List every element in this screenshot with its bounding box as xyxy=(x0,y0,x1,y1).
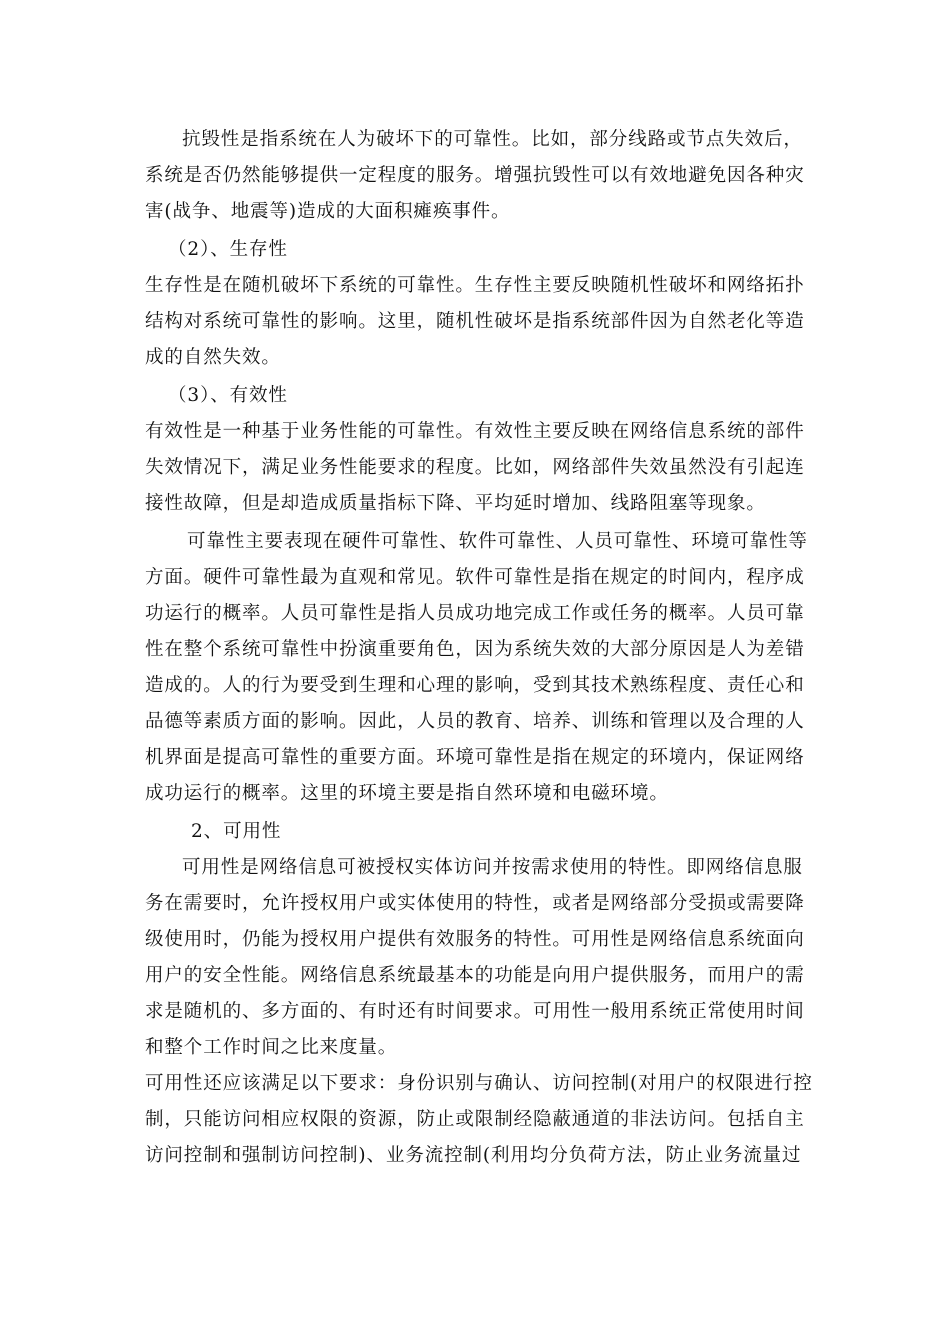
text-line: 性在整个系统可靠性中扮演重要角色，因为系统失效的大部分原因是人为差错 xyxy=(145,639,805,660)
text-line: 抗毁性是指系统在人为破坏下的可靠性。比如，部分线路或节点失效后， xyxy=(182,129,803,150)
text-line: 害(战争、地震等)造成的大面积瘫痪事件。 xyxy=(145,201,511,222)
text-line: 制，只能访问相应权限的资源，防止或限制经隐蔽通道的非法访问。包括自主 xyxy=(145,1109,805,1130)
text-line: 功运行的概率。人员可靠性是指人员成功地完成工作或任务的概率。人员可靠 xyxy=(145,603,805,624)
text-line: 生存性是在随机破坏下系统的可靠性。生存性主要反映随机性破坏和网络拓扑 xyxy=(145,275,805,296)
text-line: 品德等素质方面的影响。因此，人员的教育、培养、训练和管理以及合理的人 xyxy=(145,711,805,732)
section-heading: 2、可用性 xyxy=(191,821,282,842)
text-line: 可用性是网络信息可被授权实体访问并按需求使用的特性。即网络信息服 xyxy=(182,857,803,878)
text-line: 方面。硬件可靠性最为直观和常见。软件可靠性是指在规定的时间内，程序成 xyxy=(145,567,805,588)
text-line: 可用性还应该满足以下要求：身份识别与确认、访问控制(对用户的权限进行控 xyxy=(145,1073,813,1094)
text-line: 失效情况下，满足业务性能要求的程度。比如，网络部件失效虽然没有引起连 xyxy=(145,457,805,478)
text-line: 结构对系统可靠性的影响。这里，随机性破坏是指系统部件因为自然老化等造 xyxy=(145,311,805,332)
text-line: 求是随机的、多方面的、有时还有时间要求。可用性一般用系统正常使用时间 xyxy=(145,1001,805,1022)
text-line: 级使用时，仍能为授权用户提供有效服务的特性。可用性是网络信息系统面向 xyxy=(145,929,805,950)
text-line: 系统是否仍然能够提供一定程度的服务。增强抗毁性可以有效地避免因各种灾 xyxy=(145,165,805,186)
text-line: 机界面是提高可靠性的重要方面。环境可靠性是指在规定的环境内，保证网络 xyxy=(145,747,805,768)
section-heading: （2）、生存性 xyxy=(168,239,288,260)
text-line: 接性故障，但是却造成质量指标下降、平均延时增加、线路阻塞等现象。 xyxy=(145,493,766,514)
text-line: 可靠性主要表现在硬件可靠性、软件可靠性、人员可靠性、环境可靠性等 xyxy=(187,531,808,552)
text-line: 访问控制和强制访问控制)、业务流控制(利用均分负荷方法，防止业务流量过 xyxy=(145,1145,802,1166)
text-line: 务在需要时，允许授权用户或实体使用的特性，或者是网络部分受损或需要降 xyxy=(145,893,805,914)
text-line: 和整个工作时间之比来度量。 xyxy=(145,1037,398,1058)
text-line: 用户的安全性能。网络信息系统最基本的功能是向用户提供服务，而用户的需 xyxy=(145,965,805,986)
section-heading: （3）、有效性 xyxy=(168,385,288,406)
text-line: 成的自然失效。 xyxy=(145,347,281,368)
text-line: 造成的。人的行为要受到生理和心理的影响，受到其技术熟练程度、责任心和 xyxy=(145,675,805,696)
text-line: 成功运行的概率。这里的环境主要是指自然环境和电磁环境。 xyxy=(145,783,669,804)
text-line: 有效性是一种基于业务性能的可靠性。有效性主要反映在网络信息系统的部件 xyxy=(145,421,805,442)
